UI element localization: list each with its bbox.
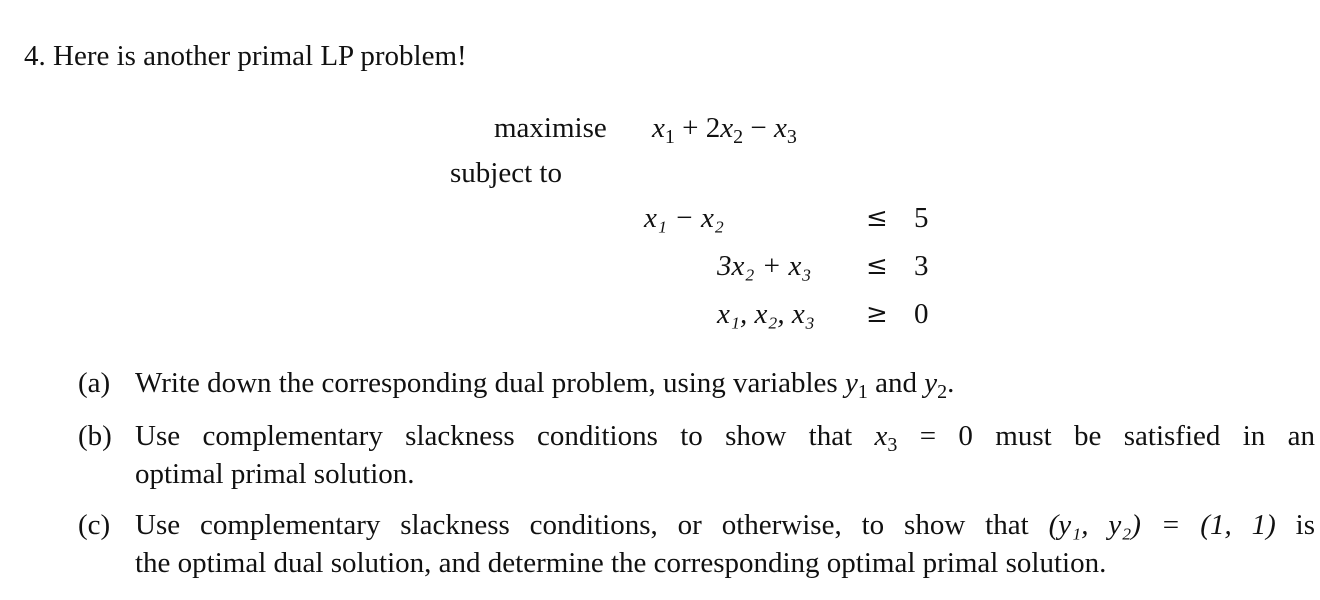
constraint-2-relation: ≤ [866, 251, 888, 281]
part-b-text-line1: Use complementary slackness conditions to show that $x_3 = 0$ must be satisfied in an [135, 420, 1315, 456]
part-b-text-line2: optimal primal solution. [135, 458, 415, 490]
constraint-1-relation: ≤ [866, 203, 888, 233]
constraint-3-lhs: x₁, x₂, x₃ [717, 298, 815, 330]
constraint-1-lhs: x₁ − x₂ [644, 202, 724, 234]
dual-var-y1: y [844, 367, 858, 399]
question-heading-text: Here is another primal LP problem! [53, 40, 467, 72]
dual-solution-tuple: (y₁, y₂) = (1, 1) [1048, 509, 1276, 541]
subject-to-label: subject to [450, 157, 562, 189]
dual-var-y2: y [924, 367, 938, 399]
objective-var-x1: x [652, 112, 665, 144]
constraint-1-rhs: 5 [914, 202, 929, 234]
part-b-label: (b) [78, 420, 112, 452]
objective-var-x3: x [773, 112, 787, 144]
part-c-label: (c) [78, 509, 111, 541]
part-a-label: (a) [78, 367, 111, 399]
part-c-text-line1: Use complementary slackness conditions, or otherwise, to show that (y₁, y₂) = (1, 1) is [135, 509, 1316, 541]
objective-var-x2: x [720, 112, 734, 144]
constraint-3-relation: ≥ [866, 299, 888, 329]
constraint-2-rhs: 3 [914, 250, 929, 282]
question-heading [24, 38, 467, 74]
question-number: 4. [24, 40, 46, 72]
objective-function: $x_1 + 2x_2 - x_3$ [652, 112, 797, 148]
constraint-2-lhs: 3x₂ + x₃ [717, 250, 812, 282]
maximise-label: maximise [494, 112, 607, 144]
primal-var-x3: x [874, 420, 888, 452]
constraint-3-rhs: 0 [914, 298, 929, 330]
part-c-text-line2: the optimal dual solution, and determine the corresponding optimal primal solution. [135, 547, 1107, 579]
part-a-text: Write down the corresponding dual problem, using variables $y_1$ and $y_2$. [135, 367, 955, 403]
